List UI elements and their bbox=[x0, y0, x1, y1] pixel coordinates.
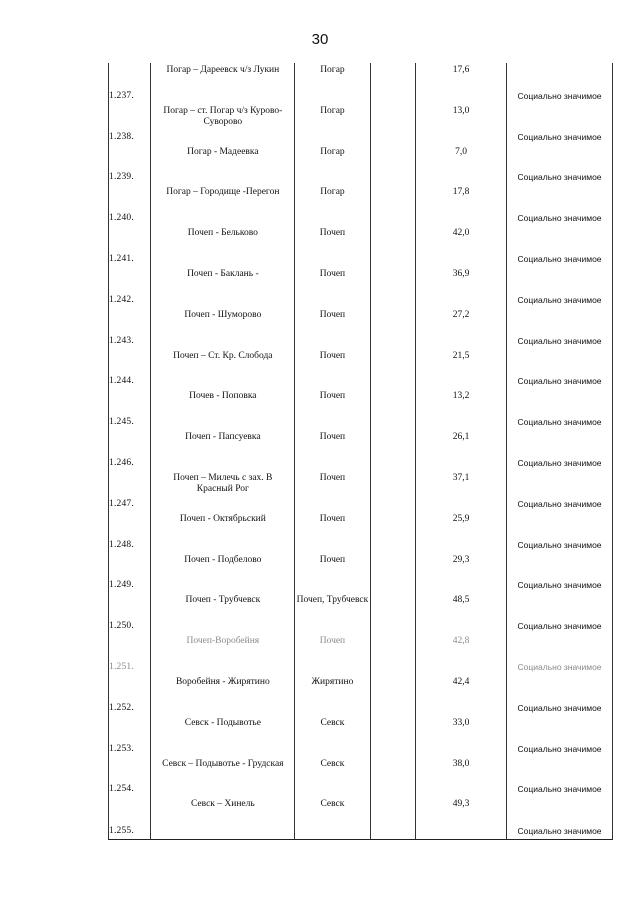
route-length: 21,5 bbox=[452, 350, 470, 361]
route-number: 1.245. bbox=[109, 417, 134, 428]
cell-type bbox=[507, 267, 613, 308]
cell-district bbox=[295, 757, 370, 798]
route-number: 1.254. bbox=[109, 784, 134, 795]
route-length: 48,5 bbox=[452, 595, 470, 606]
route-type: Социально значимое bbox=[517, 131, 602, 142]
route-type: Социально значимое bbox=[517, 172, 602, 183]
cell-km bbox=[416, 512, 507, 553]
cell-km bbox=[416, 226, 507, 267]
cell-empty bbox=[370, 145, 416, 186]
cell-route bbox=[151, 389, 295, 430]
route-type: Социально значимое bbox=[517, 661, 602, 672]
routes-table bbox=[108, 63, 613, 840]
route-name: Погар – ст. Погар ч/з Курово-Суворово bbox=[163, 105, 283, 127]
route-type: Социально значимое bbox=[517, 784, 602, 795]
cell-district bbox=[295, 471, 370, 512]
cell-number bbox=[109, 716, 151, 757]
route-length: 29,3 bbox=[452, 554, 470, 565]
table-row bbox=[109, 104, 613, 145]
route-district: Погар bbox=[320, 105, 345, 116]
cell-type bbox=[507, 389, 613, 430]
route-district: Жирятино bbox=[311, 676, 354, 687]
route-district: Почеп bbox=[319, 513, 346, 524]
cell-district bbox=[295, 553, 370, 594]
route-type: Социально значимое bbox=[517, 457, 602, 468]
table-row bbox=[109, 308, 613, 349]
route-district: Почеп bbox=[319, 268, 346, 279]
cell-empty bbox=[370, 553, 416, 594]
cell-km bbox=[416, 430, 507, 471]
cell-route bbox=[151, 471, 295, 512]
route-district: Погар bbox=[320, 146, 345, 157]
route-number: 1.241. bbox=[109, 253, 134, 264]
cell-empty bbox=[370, 349, 416, 390]
cell-type bbox=[507, 757, 613, 798]
cell-district bbox=[295, 349, 370, 390]
route-district: Почеп bbox=[319, 228, 346, 239]
cell-number bbox=[109, 553, 151, 594]
cell-route bbox=[151, 675, 295, 716]
cell-empty bbox=[370, 512, 416, 553]
route-district: Погар bbox=[320, 65, 345, 75]
cell-type bbox=[507, 308, 613, 349]
cell-type bbox=[507, 349, 613, 390]
table-row bbox=[109, 716, 613, 757]
cell-route bbox=[151, 185, 295, 226]
cell-district bbox=[295, 308, 370, 349]
table-row bbox=[109, 267, 613, 308]
route-type: Социально значимое bbox=[517, 90, 602, 101]
route-district: Почеп bbox=[319, 636, 346, 647]
cell-km bbox=[416, 675, 507, 716]
route-type: Социально значимое bbox=[517, 335, 602, 346]
table-row bbox=[109, 145, 613, 186]
cell-empty bbox=[370, 797, 416, 840]
route-name: Севск - Подывотье bbox=[184, 717, 261, 728]
route-length: 17,8 bbox=[452, 187, 470, 198]
route-name: Почеп - Баклань - bbox=[187, 268, 259, 279]
cell-district bbox=[295, 634, 370, 675]
route-district: Севск bbox=[320, 717, 345, 728]
route-district: Севск bbox=[320, 799, 345, 810]
route-number: 1.243. bbox=[109, 335, 134, 346]
route-number: 1.238. bbox=[109, 131, 134, 142]
route-type: Социально значимое bbox=[517, 702, 602, 713]
route-number: 1.251. bbox=[109, 661, 134, 672]
cell-number bbox=[109, 430, 151, 471]
route-length: 33,0 bbox=[452, 717, 470, 728]
route-number: 1.253. bbox=[109, 743, 134, 754]
cell-type bbox=[507, 797, 613, 840]
cell-district bbox=[295, 512, 370, 553]
cell-empty bbox=[370, 389, 416, 430]
table-row bbox=[109, 471, 613, 512]
route-length: 7,0 bbox=[455, 146, 467, 157]
cell-km bbox=[416, 389, 507, 430]
cell-district bbox=[295, 104, 370, 145]
cell-route bbox=[151, 349, 295, 390]
cell-empty bbox=[370, 308, 416, 349]
cell-empty bbox=[370, 675, 416, 716]
cell-number bbox=[109, 308, 151, 349]
routes-table-body bbox=[109, 63, 613, 840]
cell-km bbox=[416, 593, 507, 634]
route-district: Почеп bbox=[319, 309, 346, 320]
cell-number bbox=[109, 267, 151, 308]
cell-empty bbox=[370, 104, 416, 145]
cell-district bbox=[295, 389, 370, 430]
route-district: Севск bbox=[320, 758, 345, 769]
cell-district bbox=[295, 430, 370, 471]
cell-km bbox=[416, 634, 507, 675]
table-row bbox=[109, 389, 613, 430]
route-length: 42,0 bbox=[452, 228, 470, 239]
cell-route bbox=[151, 593, 295, 634]
cell-district bbox=[295, 63, 370, 104]
cell-number bbox=[109, 512, 151, 553]
route-type: Социально значимое bbox=[517, 253, 602, 264]
route-district: Почеп bbox=[319, 554, 346, 565]
cell-empty bbox=[370, 471, 416, 512]
cell-district bbox=[295, 267, 370, 308]
cell-route bbox=[151, 757, 295, 798]
route-length: 42,4 bbox=[452, 676, 470, 687]
route-name: Почеп - Октябрьский bbox=[179, 513, 266, 524]
cell-km bbox=[416, 349, 507, 390]
route-name: Почеп – Милечь с зах. В Красный Рог bbox=[173, 472, 273, 494]
route-type: Социально значимое bbox=[517, 498, 602, 509]
cell-type bbox=[507, 675, 613, 716]
route-number: 1.240. bbox=[109, 213, 134, 224]
route-number: 1.252. bbox=[109, 702, 134, 713]
cell-number bbox=[109, 185, 151, 226]
cell-route bbox=[151, 104, 295, 145]
cell-type bbox=[507, 471, 613, 512]
table-row bbox=[109, 349, 613, 390]
cell-route bbox=[151, 308, 295, 349]
cell-empty bbox=[370, 430, 416, 471]
route-length: 36,9 bbox=[452, 268, 470, 279]
route-name: Почеп - Папсуевка bbox=[185, 432, 261, 443]
route-number: 1.248. bbox=[109, 539, 134, 550]
route-district: Почеп, Трубчевск bbox=[296, 595, 369, 606]
route-name: Почеп - Шуморово bbox=[184, 309, 262, 320]
route-name: Почеп – Ст. Кр. Слобода bbox=[173, 350, 273, 361]
cell-number bbox=[109, 634, 151, 675]
cell-type bbox=[507, 593, 613, 634]
cell-number bbox=[109, 757, 151, 798]
route-type: Социально значимое bbox=[517, 580, 602, 591]
cell-empty bbox=[370, 185, 416, 226]
route-name: Почеп - Трубчевск bbox=[185, 595, 261, 606]
cell-km bbox=[416, 308, 507, 349]
cell-km bbox=[416, 145, 507, 186]
route-length: 26,1 bbox=[452, 432, 470, 443]
cell-km bbox=[416, 471, 507, 512]
table-row bbox=[109, 797, 613, 840]
route-district: Погар bbox=[320, 187, 345, 198]
route-name: Погар – Дареевск ч/з Лукин bbox=[166, 65, 280, 75]
cell-type bbox=[507, 634, 613, 675]
route-district: Почеп bbox=[319, 391, 346, 402]
cell-empty bbox=[370, 634, 416, 675]
cell-type bbox=[507, 553, 613, 594]
route-name: Севск – Хинель bbox=[190, 799, 255, 810]
route-number: 1.249. bbox=[109, 580, 134, 591]
route-type: Социально значимое bbox=[517, 213, 602, 224]
cell-route bbox=[151, 145, 295, 186]
route-type: Социально значимое bbox=[517, 417, 602, 428]
route-name: Погар - Мадеевка bbox=[187, 146, 259, 157]
cell-type bbox=[507, 430, 613, 471]
cell-empty bbox=[370, 757, 416, 798]
cell-type bbox=[507, 63, 613, 104]
cell-km bbox=[416, 104, 507, 145]
route-name: Севск – Подывотье - Грудская bbox=[162, 758, 284, 769]
route-name: Воробейня - Жирятино bbox=[175, 676, 270, 687]
cell-number bbox=[109, 63, 151, 104]
route-length: 13,2 bbox=[452, 391, 470, 402]
cell-empty bbox=[370, 716, 416, 757]
cell-number bbox=[109, 389, 151, 430]
table-row bbox=[109, 430, 613, 471]
route-type: Социально значимое bbox=[517, 376, 602, 387]
table-row bbox=[109, 593, 613, 634]
cell-empty bbox=[370, 226, 416, 267]
route-type: Социально значимое bbox=[517, 539, 602, 550]
cell-route bbox=[151, 797, 295, 840]
route-name: Почеп-Воробейня bbox=[186, 636, 260, 647]
route-type: Социально значимое bbox=[517, 826, 602, 837]
route-type: Социально значимое bbox=[517, 294, 602, 305]
route-length: 49,3 bbox=[452, 799, 470, 810]
route-district: Почеп bbox=[319, 350, 346, 361]
route-number: 1.237. bbox=[109, 90, 134, 101]
cell-number bbox=[109, 593, 151, 634]
route-district: Почеп bbox=[319, 432, 346, 443]
route-length: 13,0 bbox=[452, 105, 470, 116]
cell-type bbox=[507, 145, 613, 186]
route-length: 42,8 bbox=[452, 636, 470, 647]
route-district: Почеп bbox=[319, 472, 346, 483]
cell-district bbox=[295, 716, 370, 757]
cell-route bbox=[151, 430, 295, 471]
cell-empty bbox=[370, 63, 416, 104]
route-length: 38,0 bbox=[452, 758, 470, 769]
cell-type bbox=[507, 716, 613, 757]
cell-route bbox=[151, 553, 295, 594]
cell-route bbox=[151, 226, 295, 267]
route-type: Социально значимое bbox=[517, 743, 602, 754]
route-name: Почев - Поповка bbox=[189, 391, 257, 402]
cell-km bbox=[416, 267, 507, 308]
page-number: 30 bbox=[311, 31, 329, 48]
table-row bbox=[109, 226, 613, 267]
cell-number bbox=[109, 145, 151, 186]
cell-route bbox=[151, 716, 295, 757]
route-number: 1.246. bbox=[109, 457, 134, 468]
cell-empty bbox=[370, 267, 416, 308]
route-length: 37,1 bbox=[452, 472, 470, 483]
cell-type bbox=[507, 226, 613, 267]
route-number: 1.244. bbox=[109, 376, 134, 387]
table-row bbox=[109, 757, 613, 798]
route-name: Почеп - Подбелово bbox=[184, 554, 262, 565]
table-row bbox=[109, 185, 613, 226]
route-number: 1.242. bbox=[109, 294, 134, 305]
route-number: 1.247. bbox=[109, 498, 134, 509]
cell-number bbox=[109, 797, 151, 840]
cell-type bbox=[507, 512, 613, 553]
route-length: 17,6 bbox=[452, 65, 470, 75]
table-row bbox=[109, 675, 613, 716]
cell-number bbox=[109, 349, 151, 390]
route-length: 27,2 bbox=[452, 309, 470, 320]
route-number: 1.255. bbox=[109, 826, 134, 837]
route-length: 25,9 bbox=[452, 513, 470, 524]
cell-route bbox=[151, 63, 295, 104]
table-row bbox=[109, 63, 613, 104]
table-row bbox=[109, 512, 613, 553]
cell-district bbox=[295, 797, 370, 840]
cell-route bbox=[151, 512, 295, 553]
cell-district bbox=[295, 185, 370, 226]
cell-number bbox=[109, 471, 151, 512]
route-number: 1.239. bbox=[109, 172, 134, 183]
route-name: Погар – Городище -Перегон bbox=[166, 187, 280, 198]
cell-km bbox=[416, 797, 507, 840]
table-row bbox=[109, 634, 613, 675]
cell-km bbox=[416, 63, 507, 104]
cell-district bbox=[295, 675, 370, 716]
cell-km bbox=[416, 553, 507, 594]
table-row bbox=[109, 553, 613, 594]
cell-route bbox=[151, 634, 295, 675]
cell-number bbox=[109, 104, 151, 145]
cell-type bbox=[507, 185, 613, 226]
route-name: Почеп - Бельково bbox=[187, 228, 258, 239]
cell-route bbox=[151, 267, 295, 308]
cell-district bbox=[295, 226, 370, 267]
route-number: 1.250. bbox=[109, 621, 134, 632]
cell-number bbox=[109, 675, 151, 716]
cell-km bbox=[416, 716, 507, 757]
cell-km bbox=[416, 185, 507, 226]
cell-district bbox=[295, 593, 370, 634]
cell-empty bbox=[370, 593, 416, 634]
route-type: Социально значимое bbox=[517, 621, 602, 632]
cell-number bbox=[109, 226, 151, 267]
cell-district bbox=[295, 145, 370, 186]
cell-km bbox=[416, 757, 507, 798]
cell-type bbox=[507, 104, 613, 145]
